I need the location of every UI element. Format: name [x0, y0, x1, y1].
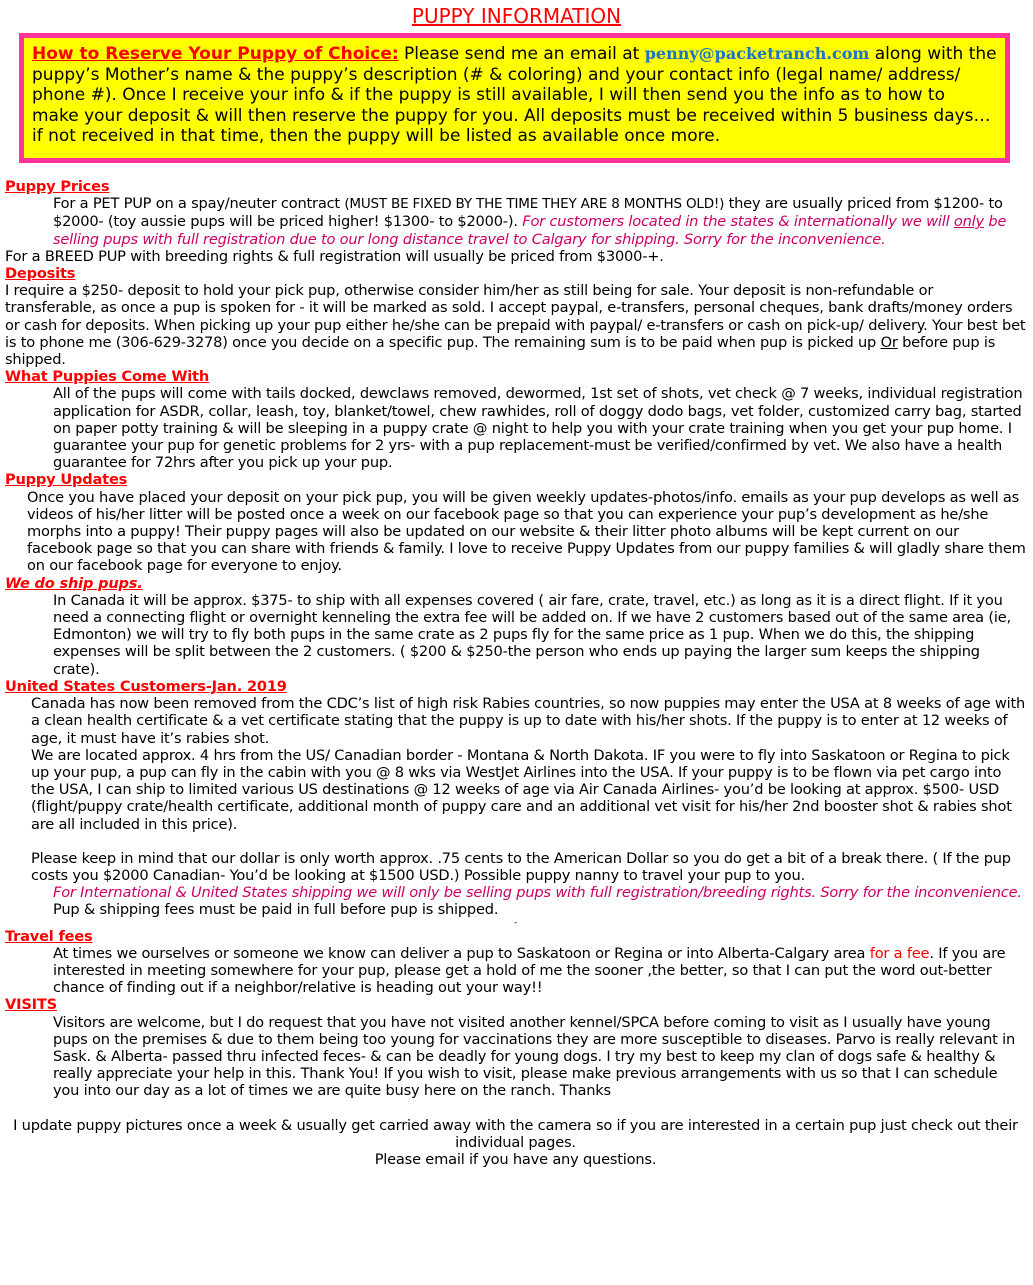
- updates-heading: Puppy Updates: [5, 471, 128, 489]
- us-fees-note: Pup & shipping fees must be paid in full before pup is shipped.: [53, 901, 499, 919]
- visits-paragraph: Visitors are welcome, but I do request that you have not visited another kennel/SPCA before coming to visit as I usually have young pups on the premises & due to them being too young for vaccinations they are more susceptible to diseases. Parvo is really relevant in Sask. & Alberta- passed thru infected feces- & can be deadly for young dogs. I try my best to keep my clan of dogs safe & healthy & really appreciate your help in this. Thank You! If you wish to visit, please make previous arrangements with us so that I can schedule you into our day as a lot of times we are quite busy here on the ranch. Thanks: [53, 1013, 1015, 1100]
- us-intl-note: For International & United States shipping we will only be selling pups with full registration/breeding rights. Sorry for the inconvenience.: [53, 884, 1022, 902]
- prices-paragraph: [5, 195, 1026, 248]
- travel-paragraph: [5, 945, 1026, 997]
- deposits-text-a: I require a $250- deposit to hold your pick pup, otherwise consider him/her as still being for sale. Your deposit is non-refundable or transferable, as once a pup is spoken for - it will be marked as sold. I accept paypal, e-transfers, personal cheques, bank drafts/money orders or cash for deposits. When picking up your pup either he/she can be prepaid with paypal/ e-transfers or cash on pick-up/ delivery. Your best bet is to phone me (306-629-3278) once you decide on a specific pup. The remaining sum is to be paid when pup is picked up: [5, 282, 1026, 351]
- prices-intl-only: only: [953, 213, 984, 231]
- reserve-heading: How to Reserve Your Puppy of Choice:: [32, 44, 399, 64]
- spacer: [5, 833, 1026, 850]
- reserve-text-a: Please send me an email at: [398, 44, 645, 64]
- visits-heading: VISITS: [5, 996, 57, 1014]
- footer-line-2: Please email if you have any questions.: [374, 1150, 657, 1168]
- footer-line-1: I update puppy pictures once a week & usually get carried away with the camera so if you are interested in a certain pup just check out their individual pages.: [13, 1116, 1018, 1151]
- deposits-heading: Deposits: [5, 265, 76, 283]
- prices-pet-b: they are usually priced from $1200- to $2000- (toy aussie pups will be priced higher! $1300- to $2000-).: [53, 195, 1003, 231]
- travel-fee: for a fee: [869, 944, 930, 962]
- us-paragraph-1: Canada has now been removed from the CDC’s list of high risk Rabies countries, so now puppies may enter the USA at 8 weeks of age with a clean health certificate & a vet certificate stating that the puppy is up to date with his/her shots. If the puppy is to enter at 12 weeks of age, it must have it’s rabies shot.: [31, 695, 1026, 747]
- reserve-text-b: along with the puppy’s Mother’s name & the puppy’s description (# & coloring) and your contact info (legal name/ address/ phone #). Once I receive your info & if the puppy is still available, I will then send you the info as to how to make your deposit & will then reserve the puppy for you. All deposits must be received within 5 business days… if not received in that time, then the puppy will be listed as available once more.: [32, 44, 997, 146]
- prices-intl-note-a: For customers located in the states & internationally we will: [522, 213, 954, 231]
- ship-paragraph: In Canada it will be approx. $375- to ship with all expenses covered ( air fare, crate, travel, etc.) as long as it is a direct flight. If it you need a connecting flight or overnight kenneling the extra fee will be added on. If we have 2 customers based out of the same area (ie, Edmonton) we will try to fly both pups in the same crate as 2 pups fly for the same price as 1 pup. When we do this, the shipping expenses will be split between the 2 customers. ( $200 & $250-the person who ends up paying the larger sum keeps the shipping crate).: [53, 591, 1011, 678]
- comes-with-paragraph: All of the pups will come with tails docked, dewclaws removed, dewormed, 1st set of shots, vet check @ 7 weeks, individual registration application for ASDR, collar, leash, toy, blanket/towel, chew rawhides, roll of doggy dodo bags, vet folder, customized carry bag, started on paper potty training & will be sleeping in a puppy crate @ night to help you with your crate training when you get your pup home. I guarantee your pup for genetic problems for 2 yrs- with a pup replacement-must be verified/confirmed by vet. We also have a health guarantee for 72hrs after you pick up your pup.: [53, 385, 1023, 472]
- deposits-paragraph: [5, 282, 1026, 368]
- comes-with-heading: What Puppies Come With: [5, 368, 210, 386]
- deposits-text-b: before pup is shipped.: [5, 333, 996, 369]
- dash-mark: -: [513, 917, 518, 928]
- email-link[interactable]: penny@packetranch.com: [644, 44, 870, 63]
- us-paragraph-4: [5, 884, 1026, 918]
- main-content: [5, 178, 1026, 1168]
- prices-pet-a: For a PET PUP on a spay/neuter contract: [53, 195, 345, 213]
- us-paragraph-2: We are located approx. 4 hrs from the US/ Canadian border - Montana & North Dakota. IF you were to fly into Saskatoon or Regina to pick up your pup, a pup can fly in the cabin with you @ 8 wks via WestJet Airlines into the USA. If your puppy is to be flown via pet cargo into the USA, I can ship to limited various US destinations @ 12 weeks of age via Air Canada Airlines- you’d be looking at approx. $500- USD (flight/puppy crate/health certificate, additional month of puppy care and an additional vet visit for his/her 2nd booster shot & rabies shot are all included in this price).: [31, 746, 1012, 833]
- travel-text-a: At times we ourselves or someone we know can deliver a pup to Saskatoon or Regina or into Alberta-Calgary area: [53, 944, 870, 962]
- spacer: [5, 1100, 1026, 1117]
- updates-paragraph: Once you have placed your deposit on your pick pup, you will be given weekly updates-photos/info. emails as your pup develops as well as videos of his/her litter will be posted once a week on our facebook page so that you can experience your pup’s development as he/she morphs into a puppy! Their puppy pages will also be updated on our website & their litter photo albums will be kept current on our facebook page so that you can share with friends & family. I love to receive Puppy Updates from our puppy families & will gladly share them on our facebook page for everyone to enjoy.: [27, 488, 1026, 575]
- us-paragraph-3: Please keep in mind that our dollar is only worth approx. .75 cents to the American Dollar so you do get a bit of a break there. ( If the pup costs you $2000 Canadian- You’d be looking at $1500 USD.) Possible puppy nanny to travel your pup to you.: [31, 849, 1011, 884]
- prices-intl-note-b: be selling pups with full registration due to our long distance travel to Calgary for shipping. Sorry for the inconvenience.: [53, 213, 1007, 248]
- reserve-instructions-box: [19, 33, 1010, 163]
- travel-heading: Travel fees: [5, 927, 93, 945]
- us-heading: United States Customers-Jan. 2019: [5, 677, 287, 695]
- page-title: PUPPY INFORMATION: [411, 4, 622, 28]
- prices-breed: For a BREED PUP with breeding rights & full registration will usually be priced from $3000-+.: [5, 247, 664, 265]
- deposits-or: Or: [880, 333, 898, 351]
- travel-text-b: . If you are interested in meeting somewhere for your pup, please get a hold of me the sooner ,the better, so that I can put the word out-better chance of finding out if a neighbor/relative is heading out your way!!: [53, 944, 1006, 997]
- prices-pet-note: (MUST BE FIXED BY THE TIME THEY ARE 8 MONTHS OLD!): [344, 196, 725, 213]
- prices-heading: Puppy Prices: [5, 178, 110, 195]
- ship-heading: We do ship pups.: [5, 574, 143, 592]
